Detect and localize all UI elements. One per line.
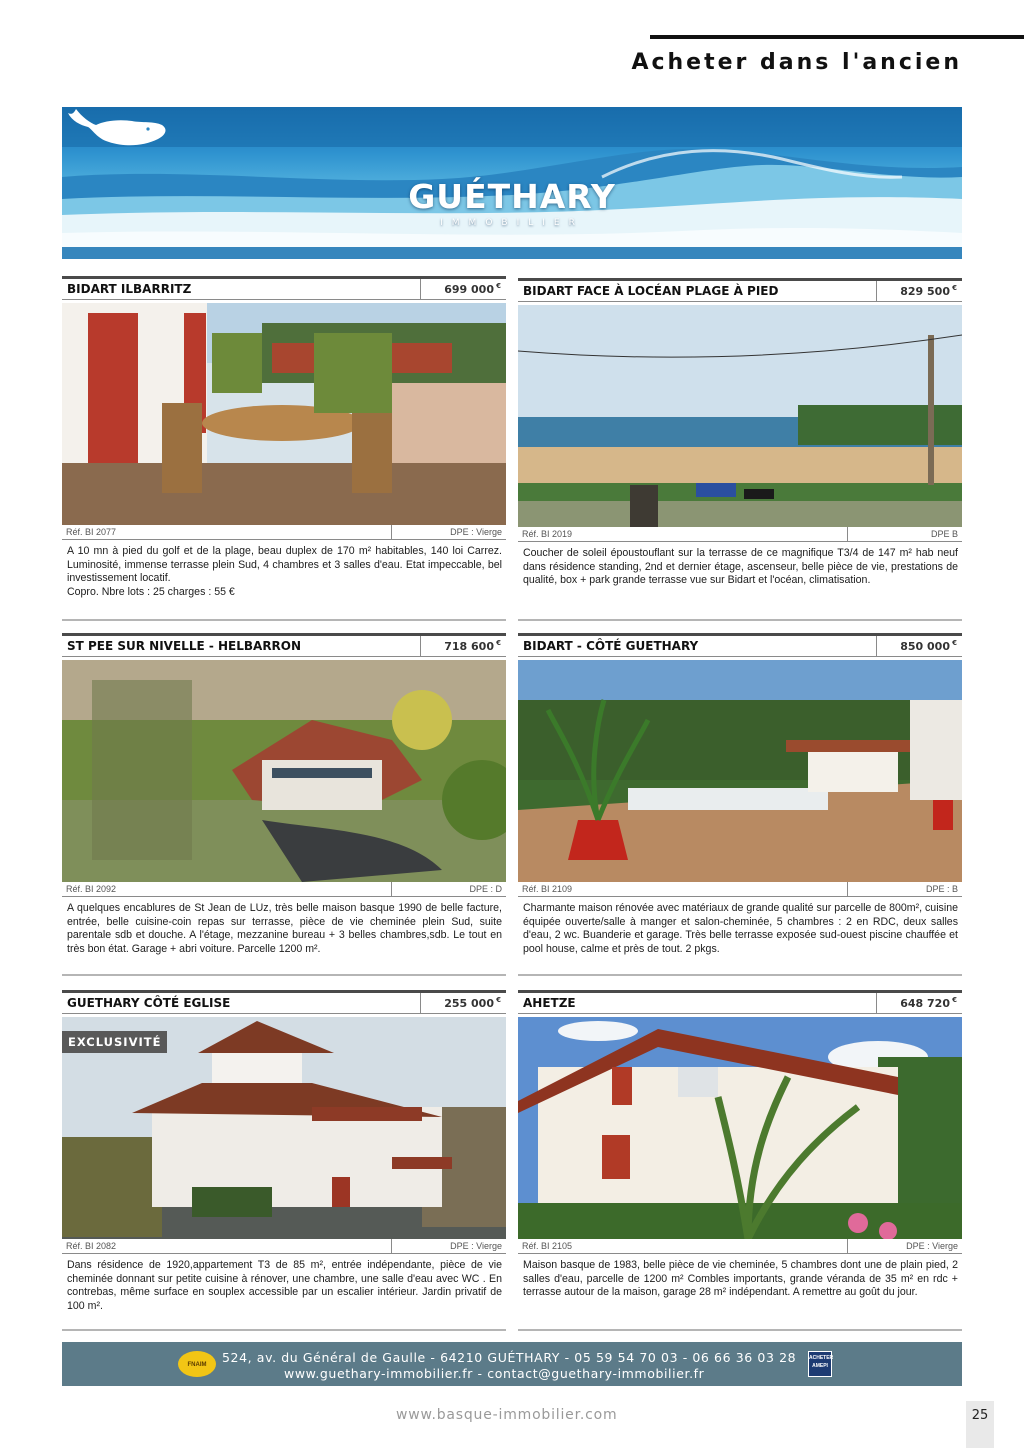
listing-header [518,278,962,302]
listing-photo[interactable] [62,303,506,525]
page-number: 25 [966,1401,994,1448]
listing-photo[interactable] [518,1017,962,1239]
listing-ref-row [518,527,962,542]
exclusivity-badge: EXCLUSIVITÉ [62,1031,167,1053]
listing-price: 850 000 € [876,636,962,656]
listing-footer-rule [62,974,506,976]
listing-footer-rule [518,974,962,976]
listing-card[interactable] [62,633,506,956]
listing-header [518,990,962,1014]
listing-ref: Réf. BI 2077 [62,525,392,539]
listing-description: Coucher de soleil époustouflant sur la terrasse de ce magnifique T3/4 de 147 m² hab neuf dans résidence standing, 2nd et dernier étage, ascenseur, belle pièce de vie, prestations de qualité, box + park grande terrasse vue sur Bidart et l'océan, climatisation. [523,547,958,587]
listing-ref-row [518,1239,962,1254]
listing-price: 699 000 € [420,279,506,299]
listing-header [62,990,506,1014]
listing-title: BIDART ILBARRITZ [67,282,192,296]
agency-contact-bar [62,1342,962,1386]
listing-dpe: DPE : Vierge [906,1241,958,1251]
listing-description: Charmante maison rénovée avec matériaux de grande qualité sur parcelle de 800m², cuisine équipée ouverte/salle à manger et salon-cheminée, 5 chambres : 2 en RDC, deux salles d'eau, 2 wc. Buanderie et garage. Très belle terrasse exposée sud-ouest piscine chauffée et pool house, calme et près de tout. 2 pkgs. [523,902,958,955]
listing-dpe: DPE : Vierge [450,1241,502,1251]
listing-title: GUETHARY CÔTÉ EGLISE [67,996,231,1010]
listing-description: Dans résidence de 1920,appartement T3 de 85 m², entrée indépendante, pièce de vie cheminée donnant sur petite cuisine à rénover, une chambre, une salle d'eau avec WC . En contrebas, même surface en souplex accessible par un escalier intérieur. Jardin privatif de 100 m². [67,1259,502,1312]
listing-title: ST PEE SUR NIVELLE - HELBARRON [67,639,302,653]
listing-photo[interactable] [62,660,506,882]
section-title: Acheter dans l'ancien [631,50,962,75]
listing-ref: Réf. BI 2105 [518,1239,848,1253]
listing-ref: Réf. BI 2109 [518,882,848,896]
listing-ref: Réf. BI 2019 [518,527,848,541]
agency-address: 524, av. du Général de Gaulle - 64210 GUÉTHARY - 05 59 54 70 03 - 06 66 36 03 28 [222,1350,797,1365]
listing-dpe: DPE : D [469,884,502,894]
listing-ref-row [518,882,962,897]
listing-ref-row [62,882,506,897]
listing-ref-row [62,1239,506,1254]
listing-footer-rule [62,619,506,621]
listing-card[interactable] [62,990,506,1313]
brand-name: GUÉTHARY [408,177,616,216]
listing-photo[interactable] [518,305,962,527]
svg-text:FNAIM: FNAIM [187,1362,207,1368]
listing-footer-rule [518,619,962,621]
listing-footer-rule [518,1329,962,1331]
listing-ref: Réf. BI 2082 [62,1239,392,1253]
listing-card[interactable] [518,990,962,1300]
fnaim-logo-icon [177,1350,217,1378]
listing-header [518,633,962,657]
listing-card[interactable] [518,278,962,588]
listing-title: AHETZE [523,996,576,1010]
amepi-badge-icon: ACHETER AMEPI [808,1351,832,1377]
listing-dpe: DPE B [930,529,958,539]
brand-block [402,177,622,228]
listing-title: BIDART - CÔTÉ GUETHARY [523,639,699,653]
listing-card[interactable] [518,633,962,956]
listing-ref: Réf. BI 2092 [62,882,392,896]
listing-photo[interactable] [62,1017,506,1239]
listing-description: A 10 mn à pied du golf et de la plage, beau duplex de 170 m² habitables, 140 loi Carrez. Luminosité, immense terrasse plein Sud, 4 chambres et 3 salles d'eau. Etat impeccable, bel investissement locatif. [67,545,502,585]
listing-price: 829 500 € [876,281,962,301]
listing-extra: Copro. Nbre lots : 25 charges : 55 € [67,585,235,598]
agency-banner [62,107,962,259]
whale-logo-icon [62,107,172,157]
listing-price: 648 720 € [876,993,962,1013]
listing-card[interactable] [62,276,506,599]
listing-footer-rule [62,1329,506,1331]
listing-ref-row [62,525,506,540]
listing-dpe: DPE : B [925,884,958,894]
listing-title: BIDART FACE À LOCÉAN PLAGE À PIED [523,284,779,298]
site-url[interactable]: www.basque-immobilier.com [396,1407,618,1423]
brand-subtitle: IMMOBILIER [440,218,584,228]
listing-dpe: DPE : Vierge [450,527,502,537]
listing-price: 718 600 € [420,636,506,656]
listing-photo[interactable] [518,660,962,882]
listing-price: 255 000 € [420,993,506,1013]
listing-description: Maison basque de 1983, belle pièce de vie cheminée, 5 chambres dont une de plain pied, 2 salles d'eau, parcelle de 1200 m² Combles importants, grande véranda de 35 m² en rdc + terrasse autour de la maison, garage 28 m² indépendant. A remettre au goût du jour. [523,1259,958,1299]
listing-header [62,633,506,657]
listing-header [62,276,506,300]
header-rule [650,35,1024,39]
agency-web-contact[interactable]: www.guethary-immobilier.fr - contact@guethary-immobilier.fr [284,1366,705,1381]
listing-description: A quelques encablures de St Jean de LUz, très belle maison basque 1990 de belle facture, entrée, belle cuisine-coin repas sur terrasse, pièce de vie cheminée plein Sud, suite parentale sdb et douche. A l'étage, mezzanine bureau + 3 belles chambres,sdb. Le tout en très bon état. Garage + abri voiture. Parcelle 1200 m². [67,902,502,955]
